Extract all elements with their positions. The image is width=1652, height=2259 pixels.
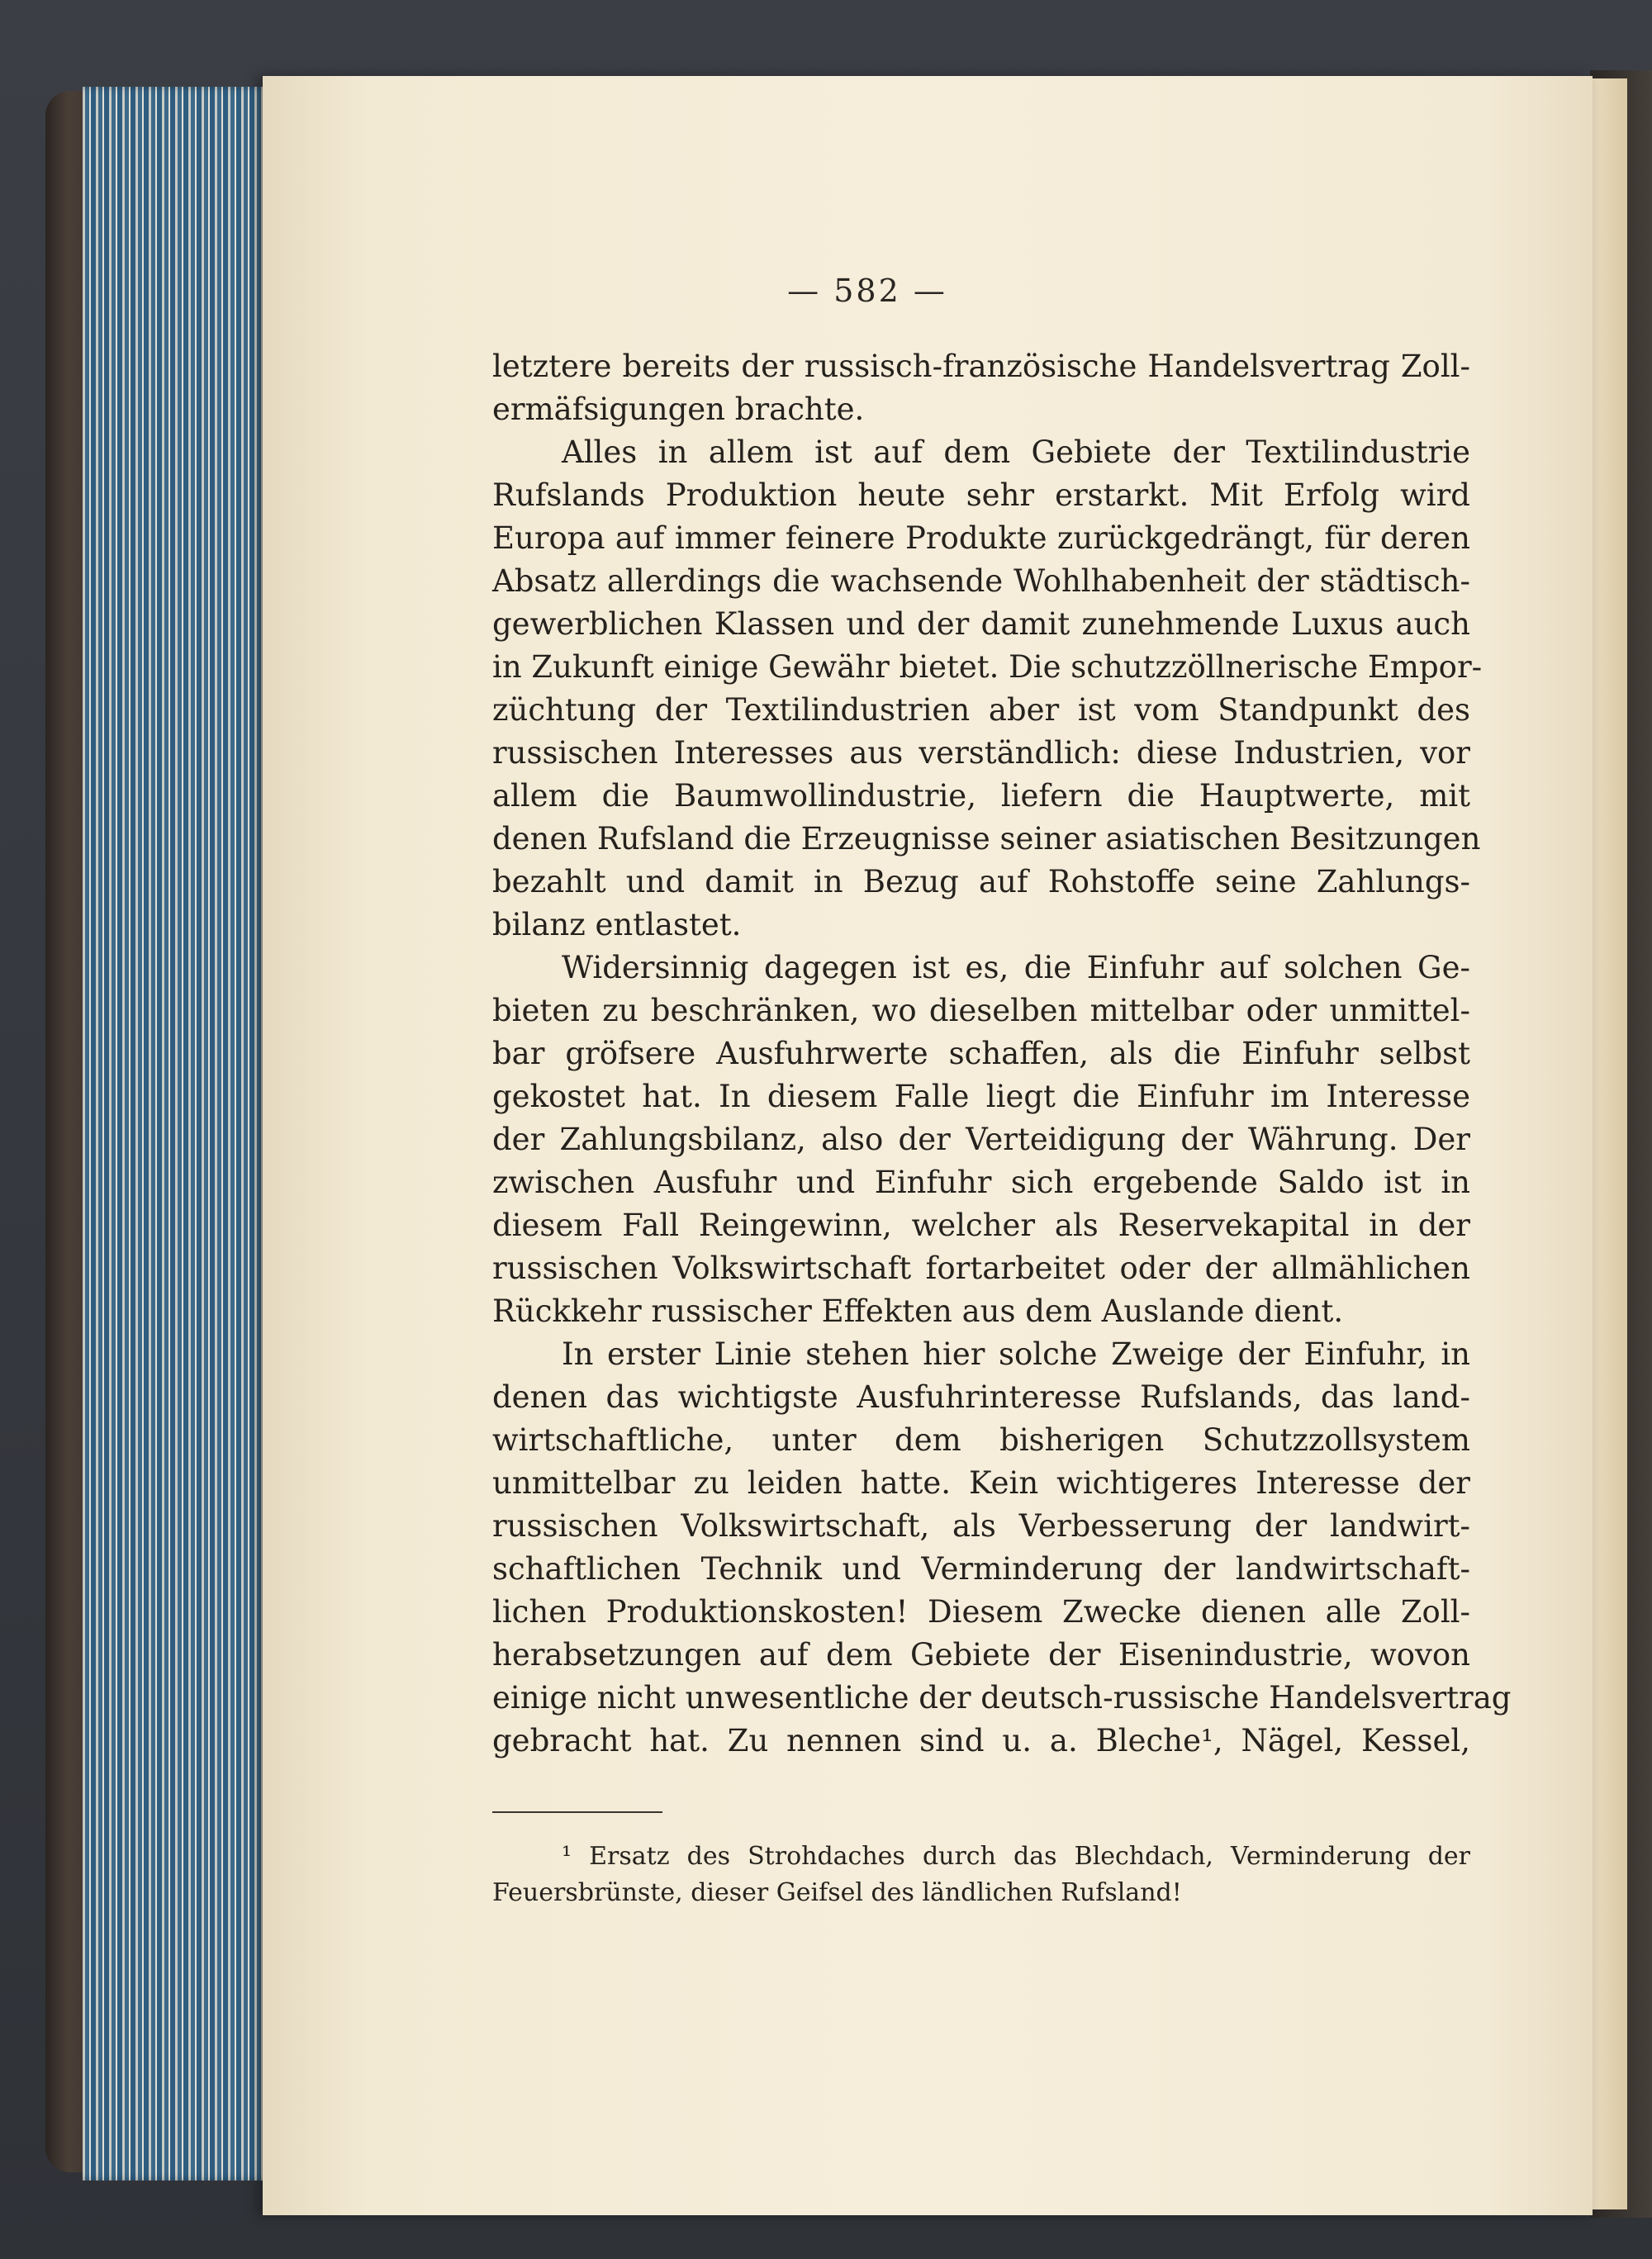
text-line: Rückkehr russischer Effekten aus dem Auslande dient. [492,1293,1344,1329]
text-line: lichen Produktionskosten! Diesem Zwecke dienen alle Zoll- [492,1594,1470,1630]
text-line: denen das wichtigste Ausfuhrinteresse Rufslands, das land- [492,1379,1470,1415]
text-line: Absatz allerdings die wachsende Wohlhabenheit der städtisch- [492,563,1470,599]
text-line: zwischen Ausfuhr und Einfuhr sich ergebende Saldo ist in [492,1165,1470,1200]
next-page-edge [1590,78,1627,2209]
text-line: bezahlt und damit in Bezug auf Rohstoffe seine Zahlungs- [492,864,1470,899]
text-line: Alles in allem ist auf dem Gebiete der Textilindustrie [562,434,1470,470]
body-text [492,345,1512,1763]
text-line: russischen Interesses aus verständlich: diese Industrien, vor [492,735,1470,771]
text-line: Rufslands Produktion heute sehr erstarkt. Mit Erfolg wird [492,477,1470,513]
text-line: In erster Linie stehen hier solche Zweige der Einfuhr, in [562,1336,1470,1372]
text-line: Europa auf immer feinere Produkte zurückgedrängt, für deren [492,520,1470,556]
text-line: herabsetzungen auf dem Gebiete der Eisenindustrie, wovon [492,1637,1470,1673]
text-line: Widersinnig dagegen ist es, die Einfuhr auf solchen Ge- [562,950,1470,985]
text-line: bar gröfsere Ausfuhrwerte schaffen, als die Einfuhr selbst [492,1036,1470,1071]
footnote-line: Feuersbrünste, dieser Geifsel des ländlichen Rufsland! [492,1878,1182,1907]
text-line: letztere bereits der russisch-französische Handelsvertrag Zoll- [492,349,1470,384]
text-line: gebracht hat. Zu nennen sind u. a. Bleche¹, Nägel, Kessel, [492,1723,1470,1758]
text-line: denen Rufsland die Erzeugnisse seiner asiatischen Besitzungen [492,821,1481,857]
text-line: unmittelbar zu leiden hatte. Kein wichtigeres Interesse der [492,1465,1470,1501]
text-line: bieten zu beschränken, wo dieselben mittelbar oder unmittel- [492,993,1470,1028]
text-line: in Zukunft einige Gewähr bietet. Die schutzzöllnerische Empor- [492,649,1483,685]
footnote-line: ¹ Ersatz des Strohdaches durch das Blechdach, Verminderung der [562,1842,1470,1871]
page-number: — 582 — [787,273,947,309]
text-line: schaftlichen Technik und Verminderung der landwirtschaft- [492,1551,1470,1587]
text-line: russischen Volkswirtschaft fortarbeitet oder der allmählichen [492,1251,1470,1286]
text-line: wirtschaftliche, unter dem bisherigen Schutzzollsystem [492,1422,1470,1458]
text-line: der Zahlungsbilanz, also der Verteidigung der Währung. Der [492,1122,1470,1157]
footnote-divider [492,1811,662,1813]
text-line: diesem Fall Reingewinn, welcher als Reservekapital in der [492,1208,1470,1243]
text-line: bilanz entlastet. [492,907,742,942]
footnotes [492,1839,1470,1911]
text-line: züchtung der Textilindustrien aber ist vom Standpunkt des [492,692,1470,728]
text-line: allem die Baumwollindustrie, liefern die Hauptwerte, mit [492,778,1470,814]
text-line: gewerblichen Klassen und der damit zunehmende Luxus auch [492,606,1470,642]
text-line: einige nicht unwesentliche der deutsch-russische Handelsvertrag [492,1680,1512,1716]
text-line: russischen Volkswirtschaft, als Verbesserung der landwirt- [492,1508,1470,1544]
page-edges [83,87,268,2181]
text-line: ermäfsigungen brachte. [492,392,865,427]
text-line: gekostet hat. In diesem Falle liegt die Einfuhr im Interesse [492,1079,1470,1114]
